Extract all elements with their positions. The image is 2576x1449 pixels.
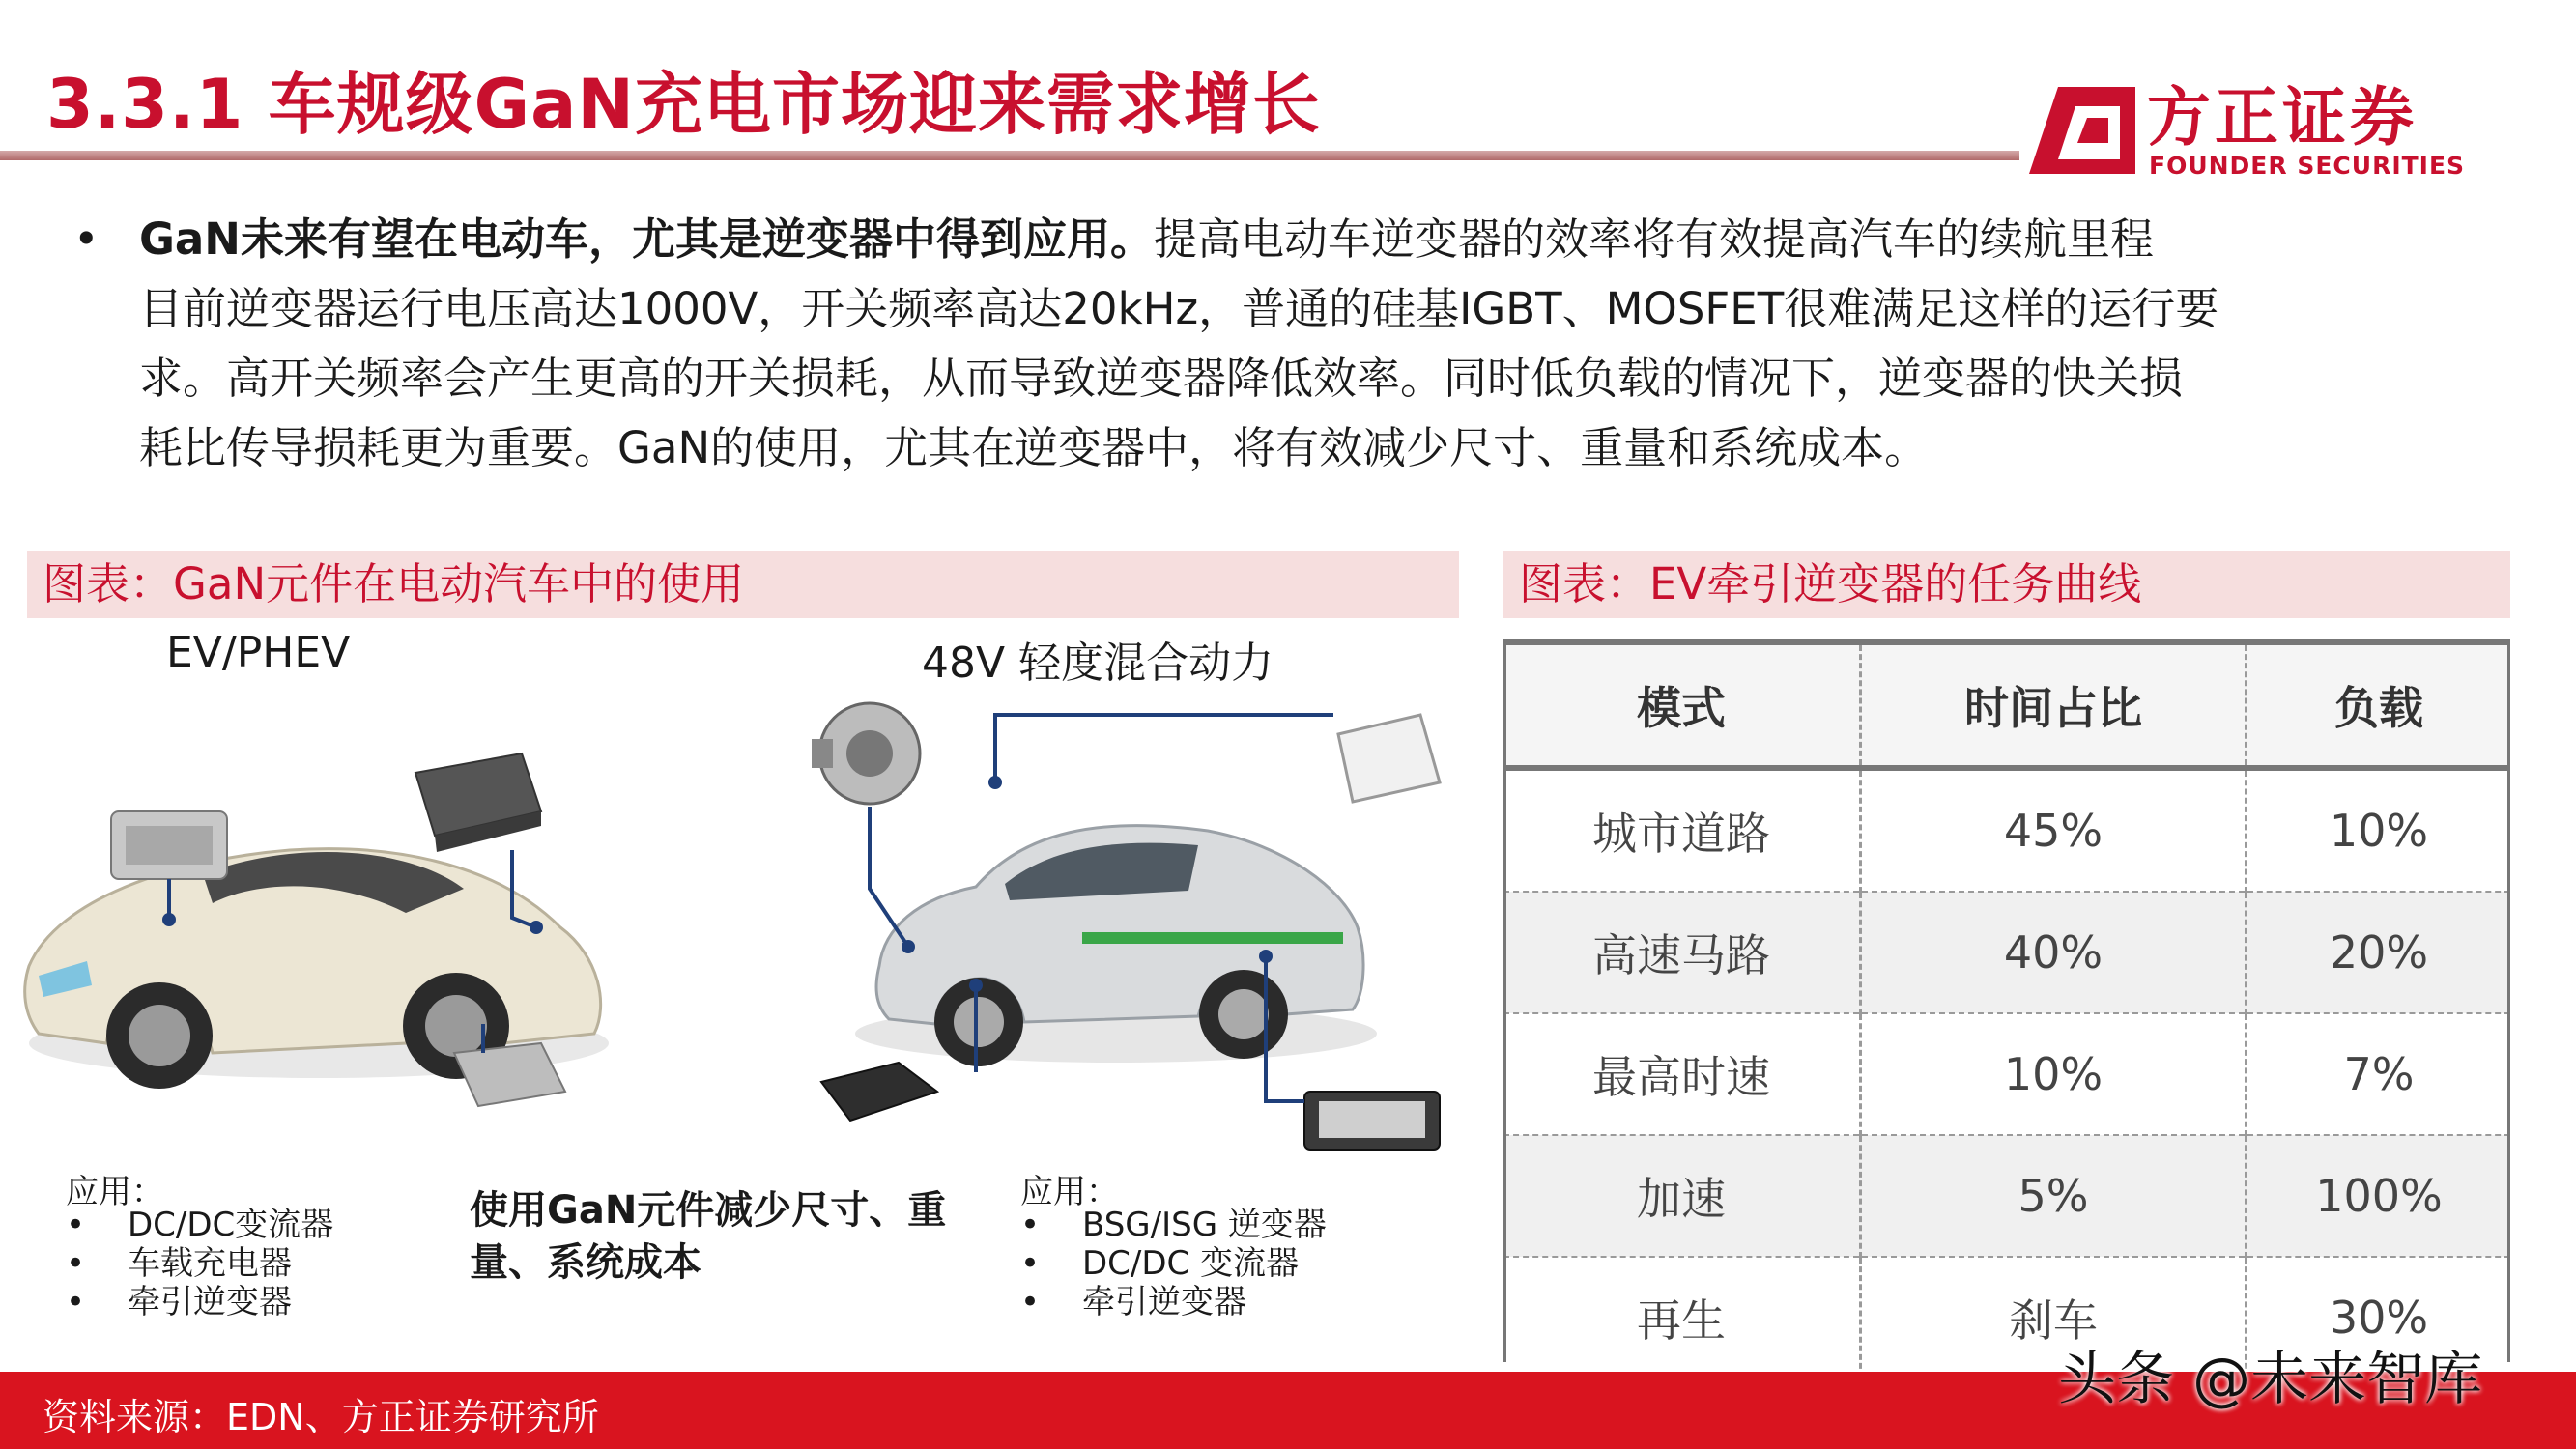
ev-app-item: • DC/DC变流器 [66,1206,333,1244]
table-cell: 刹车 [1861,1257,2247,1380]
alternator-icon [812,703,920,804]
charger-module-icon [415,753,541,852]
table-row [1503,768,2510,892]
mild-app-item: • BSG/ISG 逆变器 [1020,1206,1327,1244]
table-cell: 30% [2247,1257,2511,1380]
column-header: 模式 [1503,642,1861,768]
table-right-border [2507,639,2510,1362]
paragraph-line-1-rest: 提高电动车逆变器的效率将有效提高汽车的续航里程 [1153,213,2154,265]
mild-app-item: • 牵引逆变器 [1020,1283,1327,1321]
paragraph-line-3: 求。高开关频率会产生更高的开关损耗，从而导致逆变器降低效率。同时低负载的情况下，逆变器的快关损 [139,353,2184,404]
traction-inverter-48v-icon [1304,1092,1440,1150]
source-note: 资料来源：EDN、方正证券研究所 [43,1396,599,1438]
bsg-module-icon [1338,715,1440,802]
task-profile-table [1503,639,2510,1383]
table-cell: 10% [1861,1013,2247,1135]
ev-app-item: • 牵引逆变器 [66,1283,333,1321]
paragraph-line-2: 目前逆变器运行电压高达1000V，开关频率高达20kHz，普通的硅基IGBT、MOSFET很难满足这样的运行要 [139,283,2219,334]
table-cell: 100% [2247,1135,2511,1257]
bullet: • [73,213,100,265]
table-cell: 7% [2247,1013,2511,1135]
mild-apps-list [1020,1206,1327,1321]
table-cell: 再生 [1503,1257,1861,1380]
column-header: 时间占比 [1861,642,2247,768]
hatchback-car-icon [855,826,1377,1066]
ev-phev-label: EV/PHEV [166,628,351,677]
table-cell: 城市道路 [1503,768,1861,892]
dcdc-module-icon [111,811,227,879]
table-header-row [1503,642,2510,768]
table-cell: 45% [1861,768,2247,892]
watermark: 头条 @未来智库 [2058,1346,2483,1413]
table-row [1503,1135,2510,1257]
table-cell: 加速 [1503,1135,1861,1257]
logo-name: 方正证券 [2147,80,2418,155]
ev-illustration [0,638,1459,1179]
ev-apps-list [66,1206,333,1321]
table-cell: 10% [2247,768,2511,892]
gan-benefit-note: 使用GaN元件减少尺寸、重量、系统成本 [470,1188,947,1285]
right-figure-header: 图表：EV牵引逆变器的任务曲线 [1503,551,2510,618]
ev-apps-title: 应用： [66,1173,164,1211]
logo-subtitle: FOUNDER SECURITIES [2149,152,2466,180]
mild-app-item: • DC/DC 变流器 [1020,1244,1327,1283]
paragraph-line-4: 耗比传导损耗更为重要。GaN的使用，尤其在逆变器中，将有效减少尺寸、重量和系统成本。 [139,422,1929,473]
table-left-border [1503,639,1506,1362]
paragraph-line-1 [139,205,2154,274]
left-figure-header: 图表：GaN元件在电动汽车中的使用 [27,551,1459,618]
table-cell: 最高时速 [1503,1013,1861,1135]
table-cell: 5% [1861,1135,2247,1257]
mild-hybrid-label: 48V 轻度混合动力 [922,639,1274,688]
slide-title: 3.3.1 车规级GaN充电市场迎来需求增长 [46,65,1321,144]
table-row [1503,1013,2510,1135]
table-cell: 高速马路 [1503,892,1861,1013]
table-cell: 20% [2247,892,2511,1013]
paragraph-lead: GaN未来有望在电动车，尤其是逆变器中得到应用。 [139,213,1154,265]
table-row [1503,892,2510,1013]
title-divider [0,151,2019,160]
column-header: 负载 [2247,642,2511,768]
mild-apps-title: 应用： [1020,1173,1119,1211]
dcdc-48v-module-icon [821,1063,937,1121]
table-cell: 40% [1861,892,2247,1013]
ev-app-item: • 车载充电器 [66,1244,333,1283]
